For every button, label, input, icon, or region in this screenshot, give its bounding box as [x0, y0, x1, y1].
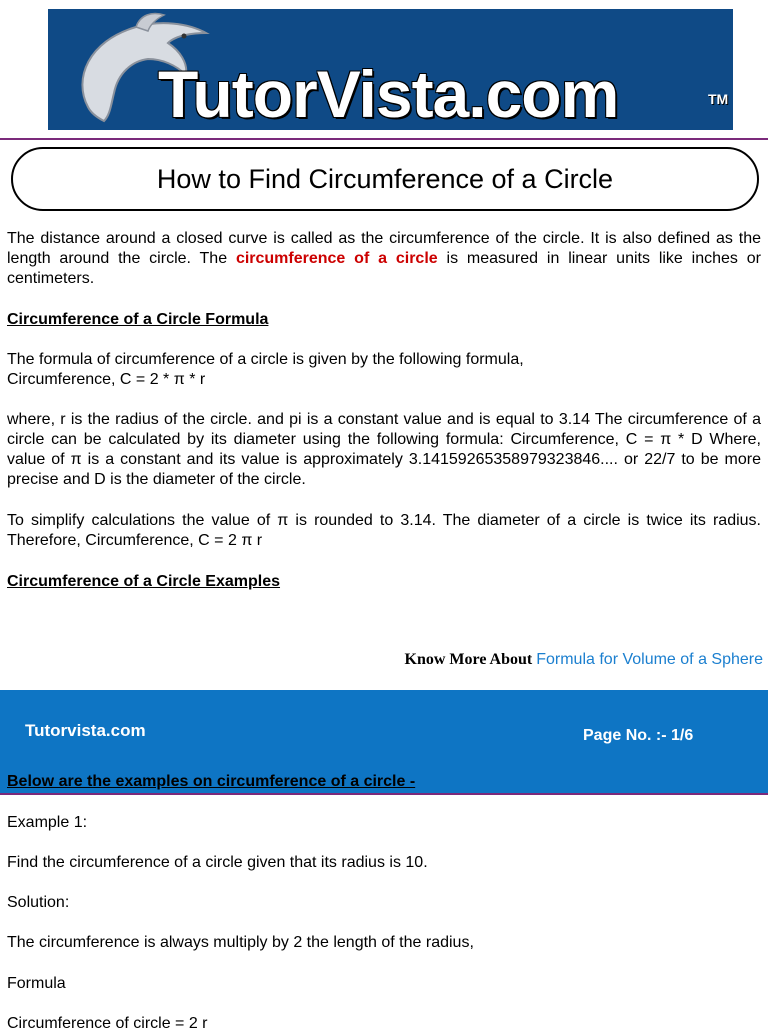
divider — [0, 138, 768, 140]
volume-sphere-link[interactable]: Formula for Volume of a Sphere — [536, 651, 763, 668]
formula-expression: Circumference, C = 2 * π * r — [7, 371, 206, 388]
footer-site[interactable]: Tutorvista.com — [25, 721, 146, 740]
formula-partial: Circumference of circle = 2 r — [7, 1015, 208, 1032]
formula-paragraph — [7, 350, 761, 390]
where-paragraph: where, r is the radius of the circle. and pi is a constant value and is equal to 3.14 The circumference of a circle can be calculated by its diameter using the following formula: Circumference, C = π * D Where, value of π is a constant and its value is approximately 3.14159265358979323846.... or 22/7 to be more precise and D is the diameter of the circle. — [7, 411, 761, 488]
intro-text-after: is measured in linear units like inches or centimeters. — [7, 250, 761, 287]
simplify-paragraph: To simplify calculations the value of π is rounded to 3.14. The diameter of a circle is twice its radius. Therefore, Circumference, C = 2 π r — [7, 512, 761, 549]
examples-heading: Circumference of a Circle Examples — [7, 573, 281, 590]
know-more-label: Know More About — [404, 651, 533, 668]
logo-banner — [48, 9, 733, 130]
example-label: Example 1: — [7, 814, 88, 831]
logo-tm: TM — [708, 91, 729, 107]
solution-statement: The circumference is always multiply by 2 the length of the radius, — [7, 934, 474, 951]
solution-label: Solution: — [7, 894, 70, 911]
example-problem: Find the circumference of a circle given that its radius is 10. — [7, 854, 428, 871]
circumference-link[interactable]: circumference of a circle — [235, 250, 438, 267]
examples-subheading: Below are the examples on circumference of a circle - — [7, 773, 416, 790]
formula-intro: The formula of circumference of a circle is given by the following formula, — [7, 351, 524, 368]
title-box — [11, 147, 759, 211]
page-title: How to Find Circumference of a Circle — [156, 163, 614, 194]
intro-paragraph — [7, 229, 761, 289]
page-number: Page No. :- 1/6 — [583, 727, 694, 744]
know-more — [405, 650, 764, 670]
formula-label: Formula — [7, 975, 66, 992]
logo-text: TutorVista.com — [158, 57, 619, 130]
intro-text-before: The distance around a closed curve is called as the circumference of the circle. It is also defined as the length around the circle. The — [7, 230, 761, 267]
formula-heading: Circumference of a Circle Formula — [7, 311, 269, 328]
